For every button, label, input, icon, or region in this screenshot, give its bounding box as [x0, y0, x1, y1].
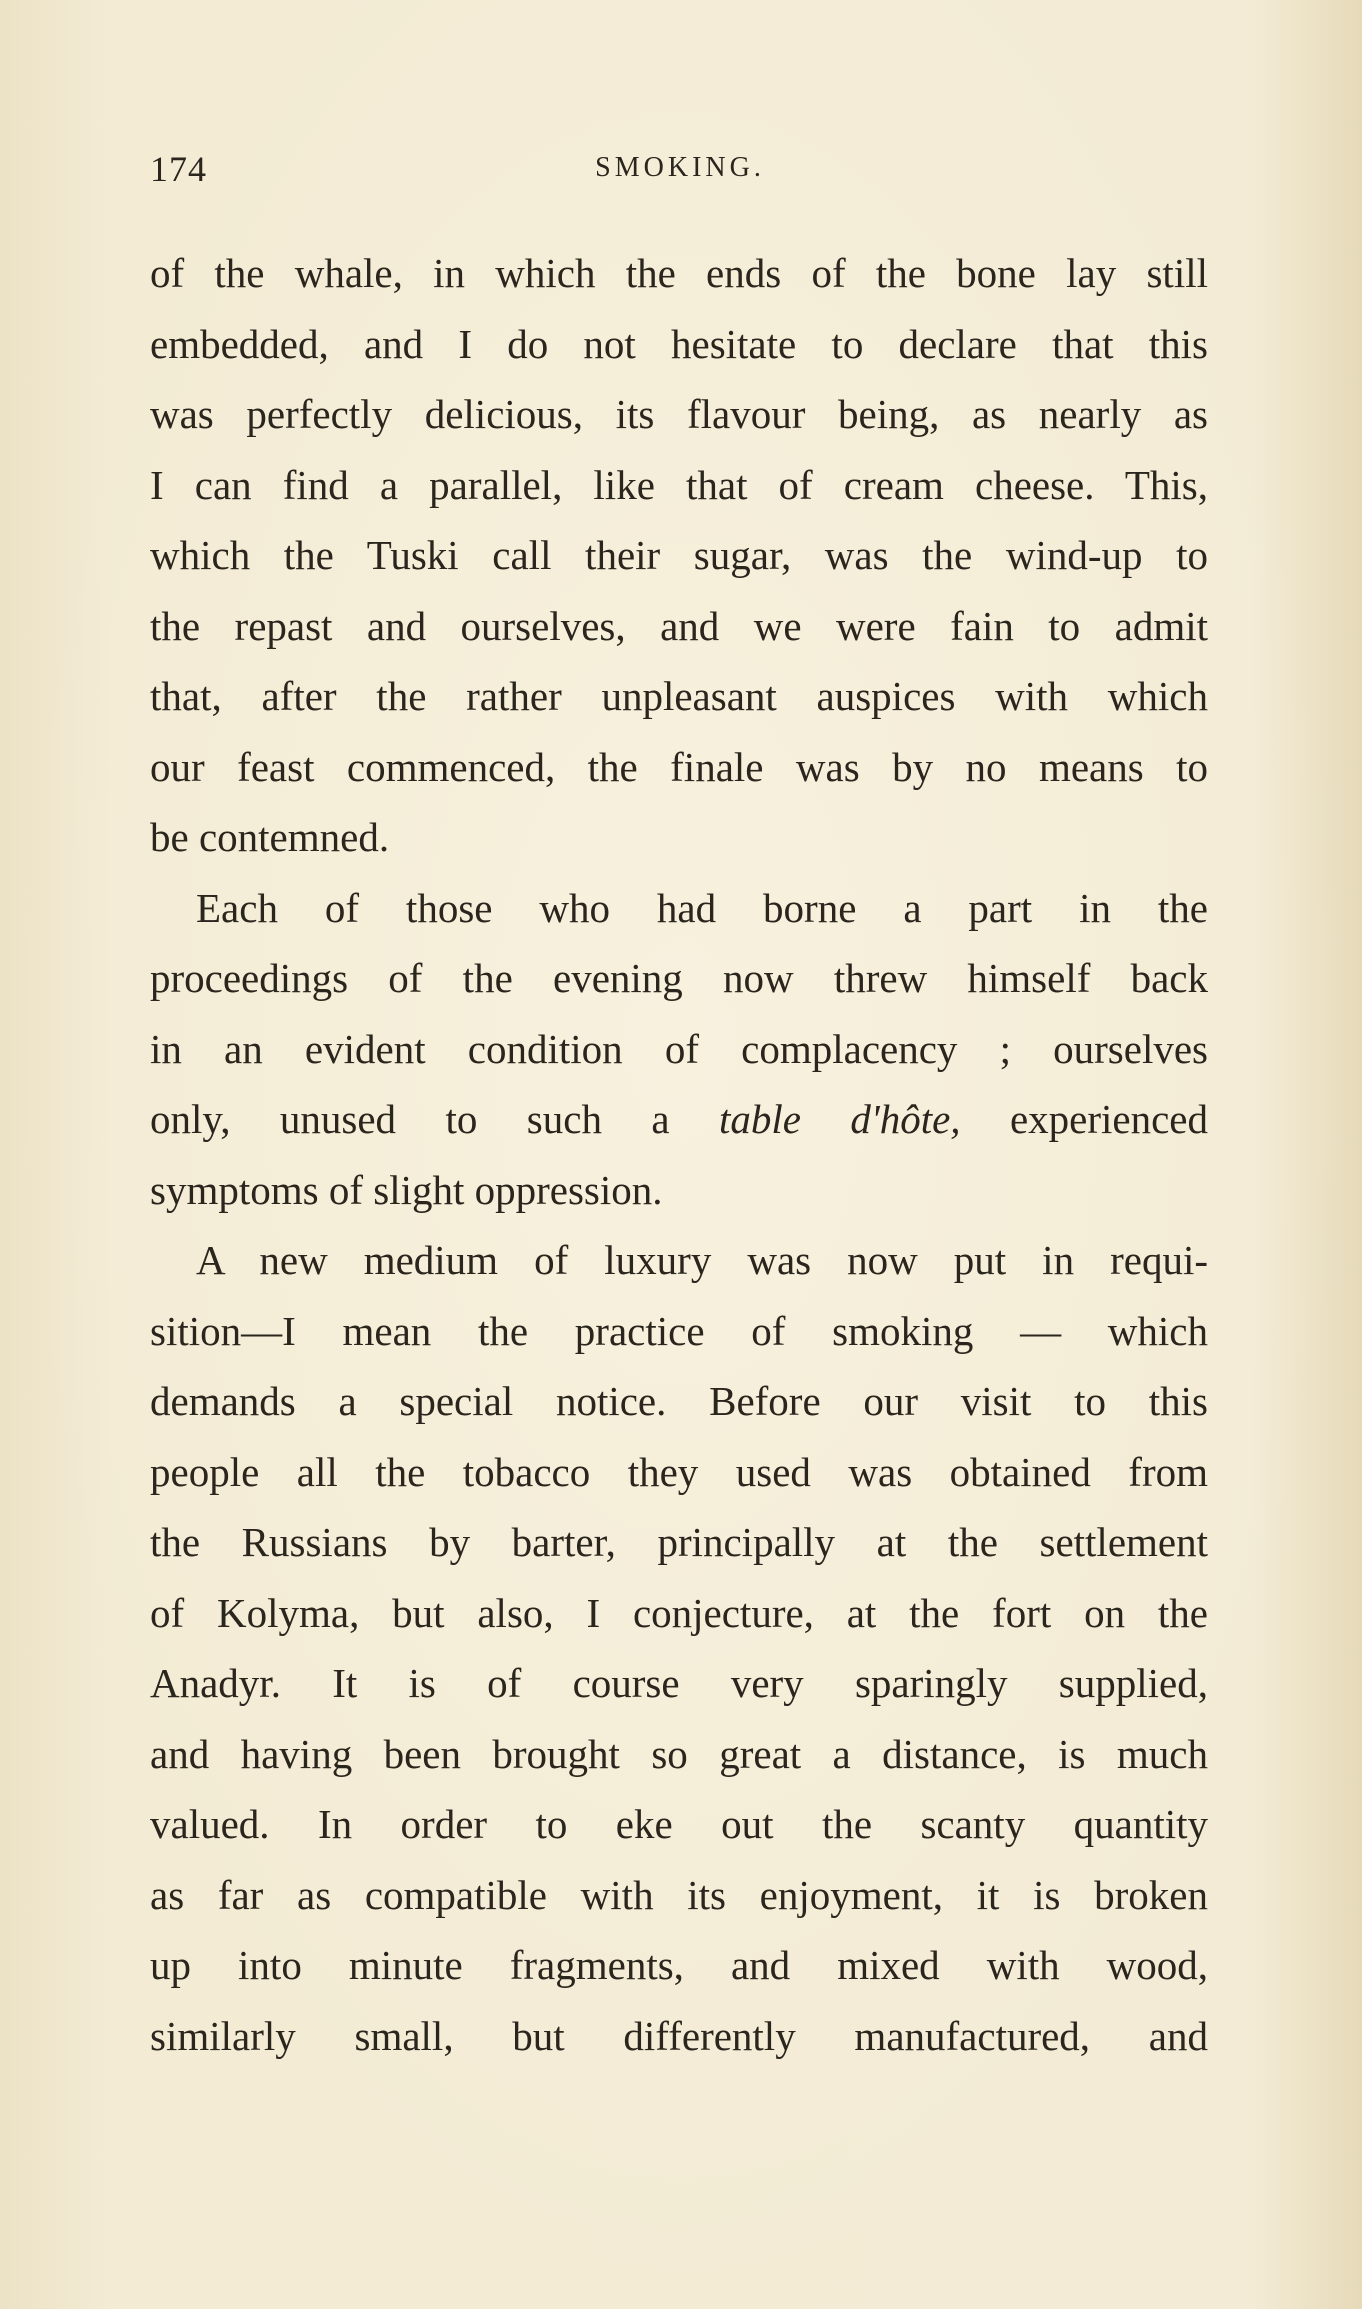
text-line: that, after the rather unpleasant auspices with which: [150, 673, 1208, 719]
text-line: be contemned.: [150, 814, 390, 860]
text-line-with-italic: [150, 1084, 1208, 1155]
text-line: our feast commenced, the finale was by no means to: [150, 743, 1208, 790]
text-line: Anadyr. It is of course very sparingly supplied,: [150, 1660, 1208, 1706]
text-line: embedded, and I do not hesitate to declare that this: [150, 320, 1208, 367]
body-text: [150, 238, 1208, 2071]
text-line: in an evident condition of complacency ; ourselves: [150, 1025, 1208, 1072]
text-line: the Russians by barter, principally at the settlement: [150, 1519, 1208, 1565]
text-line: which the Tuski call their sugar, was the wind-up to: [150, 532, 1208, 578]
text-line: as far as compatible with its enjoyment, it is broken: [150, 1871, 1208, 1918]
text-line: demands a special notice. Before our visit to this: [150, 1378, 1208, 1424]
text-line: people all the tobacco they used was obtained from: [150, 1448, 1208, 1495]
text-line: I can find a parallel, like that of cream cheese. This,: [150, 461, 1208, 508]
text-line: sition—I mean the practice of smoking — which: [150, 1307, 1208, 1354]
text-line: of the whale, in which the ends of the bone lay still: [150, 250, 1208, 296]
text-line: of Kolyma, but also, I conjecture, at the fort on the: [150, 1589, 1208, 1636]
text-line: the repast and ourselves, and we were fain to admit: [150, 602, 1208, 649]
text-line: proceedings of the evening now threw himself back: [150, 955, 1208, 1001]
text-line: Each of those who had borne a part in the: [196, 884, 1208, 931]
text-line: and having been brought so great a distance, is much: [150, 1730, 1208, 1777]
running-head: [150, 148, 1210, 198]
text-line: was perfectly delicious, its flavour being, as nearly as: [150, 391, 1208, 437]
page-number: 174: [150, 149, 207, 189]
running-title: SMOKING.: [595, 152, 765, 183]
text-line: valued. In order to eke out the scanty quantity: [150, 1801, 1208, 1847]
text-run: only, unused to such a: [150, 1096, 720, 1142]
text-run: experienced: [960, 1096, 1208, 1142]
text-line: up into minute fragments, and mixed with wood,: [150, 1942, 1208, 1988]
text-line: A new medium of luxury was now put in requi-: [196, 1237, 1208, 1283]
text-line: similarly small, but differently manufactured, and: [150, 2012, 1208, 2059]
text-line: symptoms of slight oppression.: [150, 1166, 663, 1213]
italic-phrase: table d'hôte,: [719, 1096, 961, 1142]
